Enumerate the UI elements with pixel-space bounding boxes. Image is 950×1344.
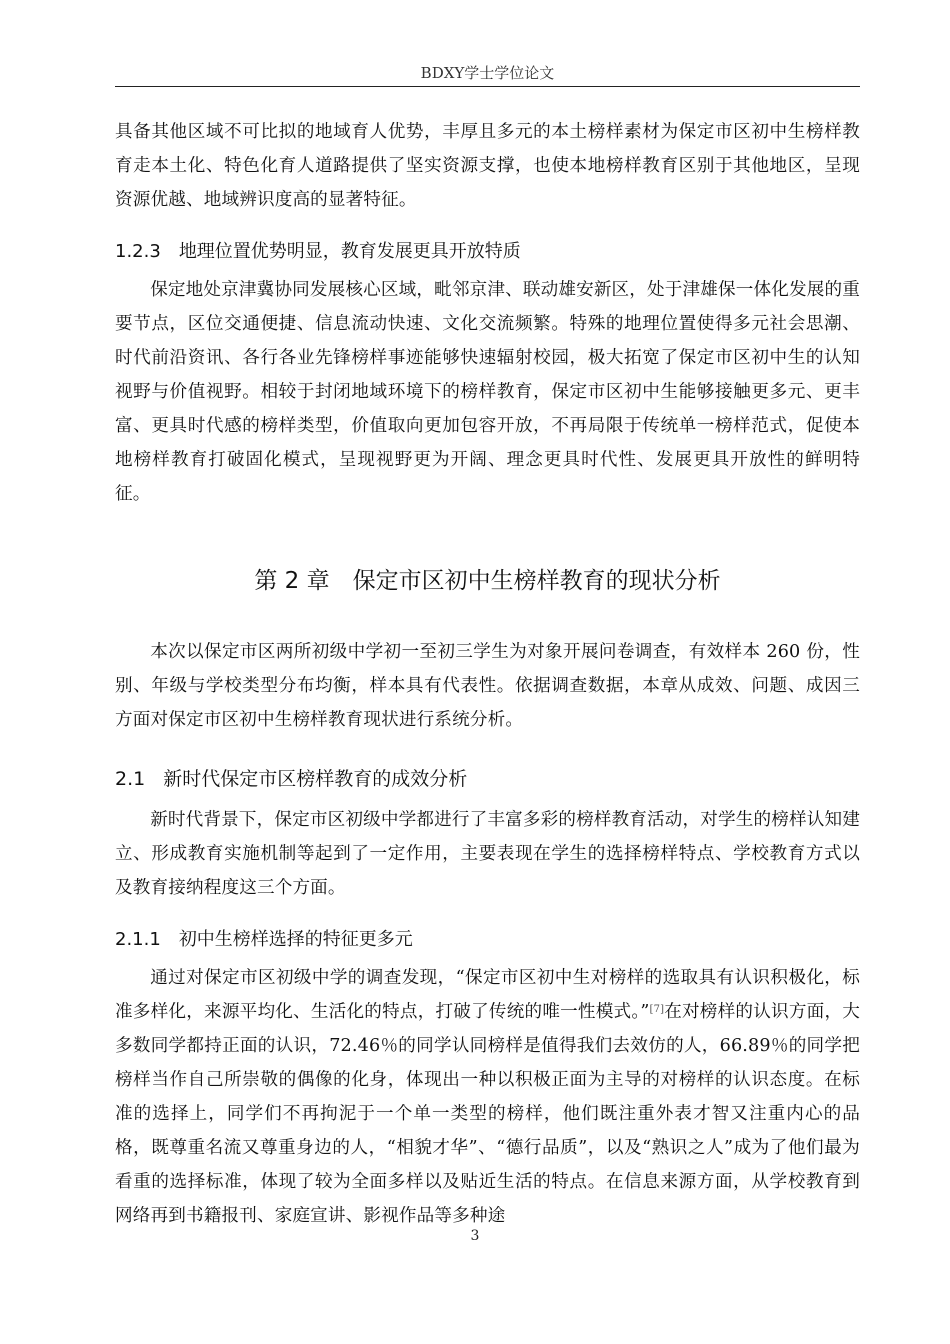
section-heading [115,763,860,795]
subsection-heading [115,925,860,955]
paragraph-text: 在对榜样的认识方面，大多数同学都持正面的认识，72.46％的同学认同榜样是值得我们去效仿的人，66.89％的同学把榜样当作自己所崇敬的偶像的化身，体现出一种以积极正面为主导的对榜样的认识态度。在标准的选择上，同学们不再拘泥于一个单一类型的榜样，他们既注重外表才智又注重内心的品格，既尊重名流又尊重身边的人，“相貌才华”、“德行品质”，以及“熟识之人”成为了他们最为看重的选择标准，体现了较为全面多样以及贴近生活的特点。在信息来源方面，从学校教育到网络再到书籍报刊、家庭宣讲、影视作品等多种途 [115,1002,860,1226]
subsection-number: 2.1.1 [115,929,161,950]
header-rule [115,86,860,87]
page-body [115,115,860,1233]
paragraph: 保定地处京津冀协同发展核心区域，毗邻京津、联动雄安新区，处于津雄保一体化发展的重要节点，区位交通便捷、信息流动快速、文化交流频繁。特殊的地理位置使得多元社会思潮、时代前沿资讯、各行各业先锋榜样事迹能够快速辐射校园，极大拓宽了保定市区初中生的认知视野与价值视野。相较于封闭地域环境下的榜样教育，保定市区初中生能够接触更多元、更丰富、更具时代感的榜样类型，价值取向更加包容开放，不再局限于传统单一榜样范式，促使本地榜样教育打破固化模式，呈现视野更为开阔、理念更具时代性、发展更具开放性的鲜明特征。 [115,280,860,504]
section-number: 2.1 [115,768,146,790]
paragraph-text: 通过对保定市区初级中学的调查发现，“保定市区初中生对榜样的选取具有认识积极化，标准多样化，来源平均化、生活化的特点，打破了传统的唯一性模式。” [115,968,860,1022]
paragraph: 新时代背景下，保定市区初级中学都进行了丰富多彩的榜样教育活动，对学生的榜样认知建立、形成教育实施机制等起到了一定作用，主要表现在学生的选择榜样特点、学校教育方式以及教育接纳程度这三个方面。 [115,810,860,898]
paragraph: 具备其他区域不可比拟的地域育人优势，丰厚且多元的本土榜样素材为保定市区初中生榜样教育走本土化、特色化育人道路提供了坚实资源支撑，也使本地榜样教育区别于其他地区，呈现资源优越、地域辨识度高的显著特征。 [115,122,860,210]
paragraph: 本次以保定市区两所初级中学初一至初三学生为对象开展问卷调查，有效样本 260 份，性别、年级与学校类型分布均衡，样本具有代表性。依据调查数据，本章从成效、问题、成因三方面对保定市区初中生榜样教育现状进行系统分析。 [115,642,860,730]
subsection-title: 初中生榜样选择的特征更多元 [178,929,413,950]
citation-reference[interactable]: [7] [649,1004,665,1015]
section-title: 新时代保定市区榜样教育的成效分析 [163,768,468,790]
subsection-number: 1.2.3 [115,241,161,262]
page-number: 3 [470,1228,480,1244]
subsection-title: 地理位置优势明显，教育发展更具开放特质 [178,241,521,262]
chapter-title: 第 2 章 保定市区初中生榜样教育的现状分析 [254,568,721,594]
running-header: BDXY学士学位论文 [420,64,555,82]
paragraph [115,961,860,1233]
subsection-heading [115,237,860,267]
